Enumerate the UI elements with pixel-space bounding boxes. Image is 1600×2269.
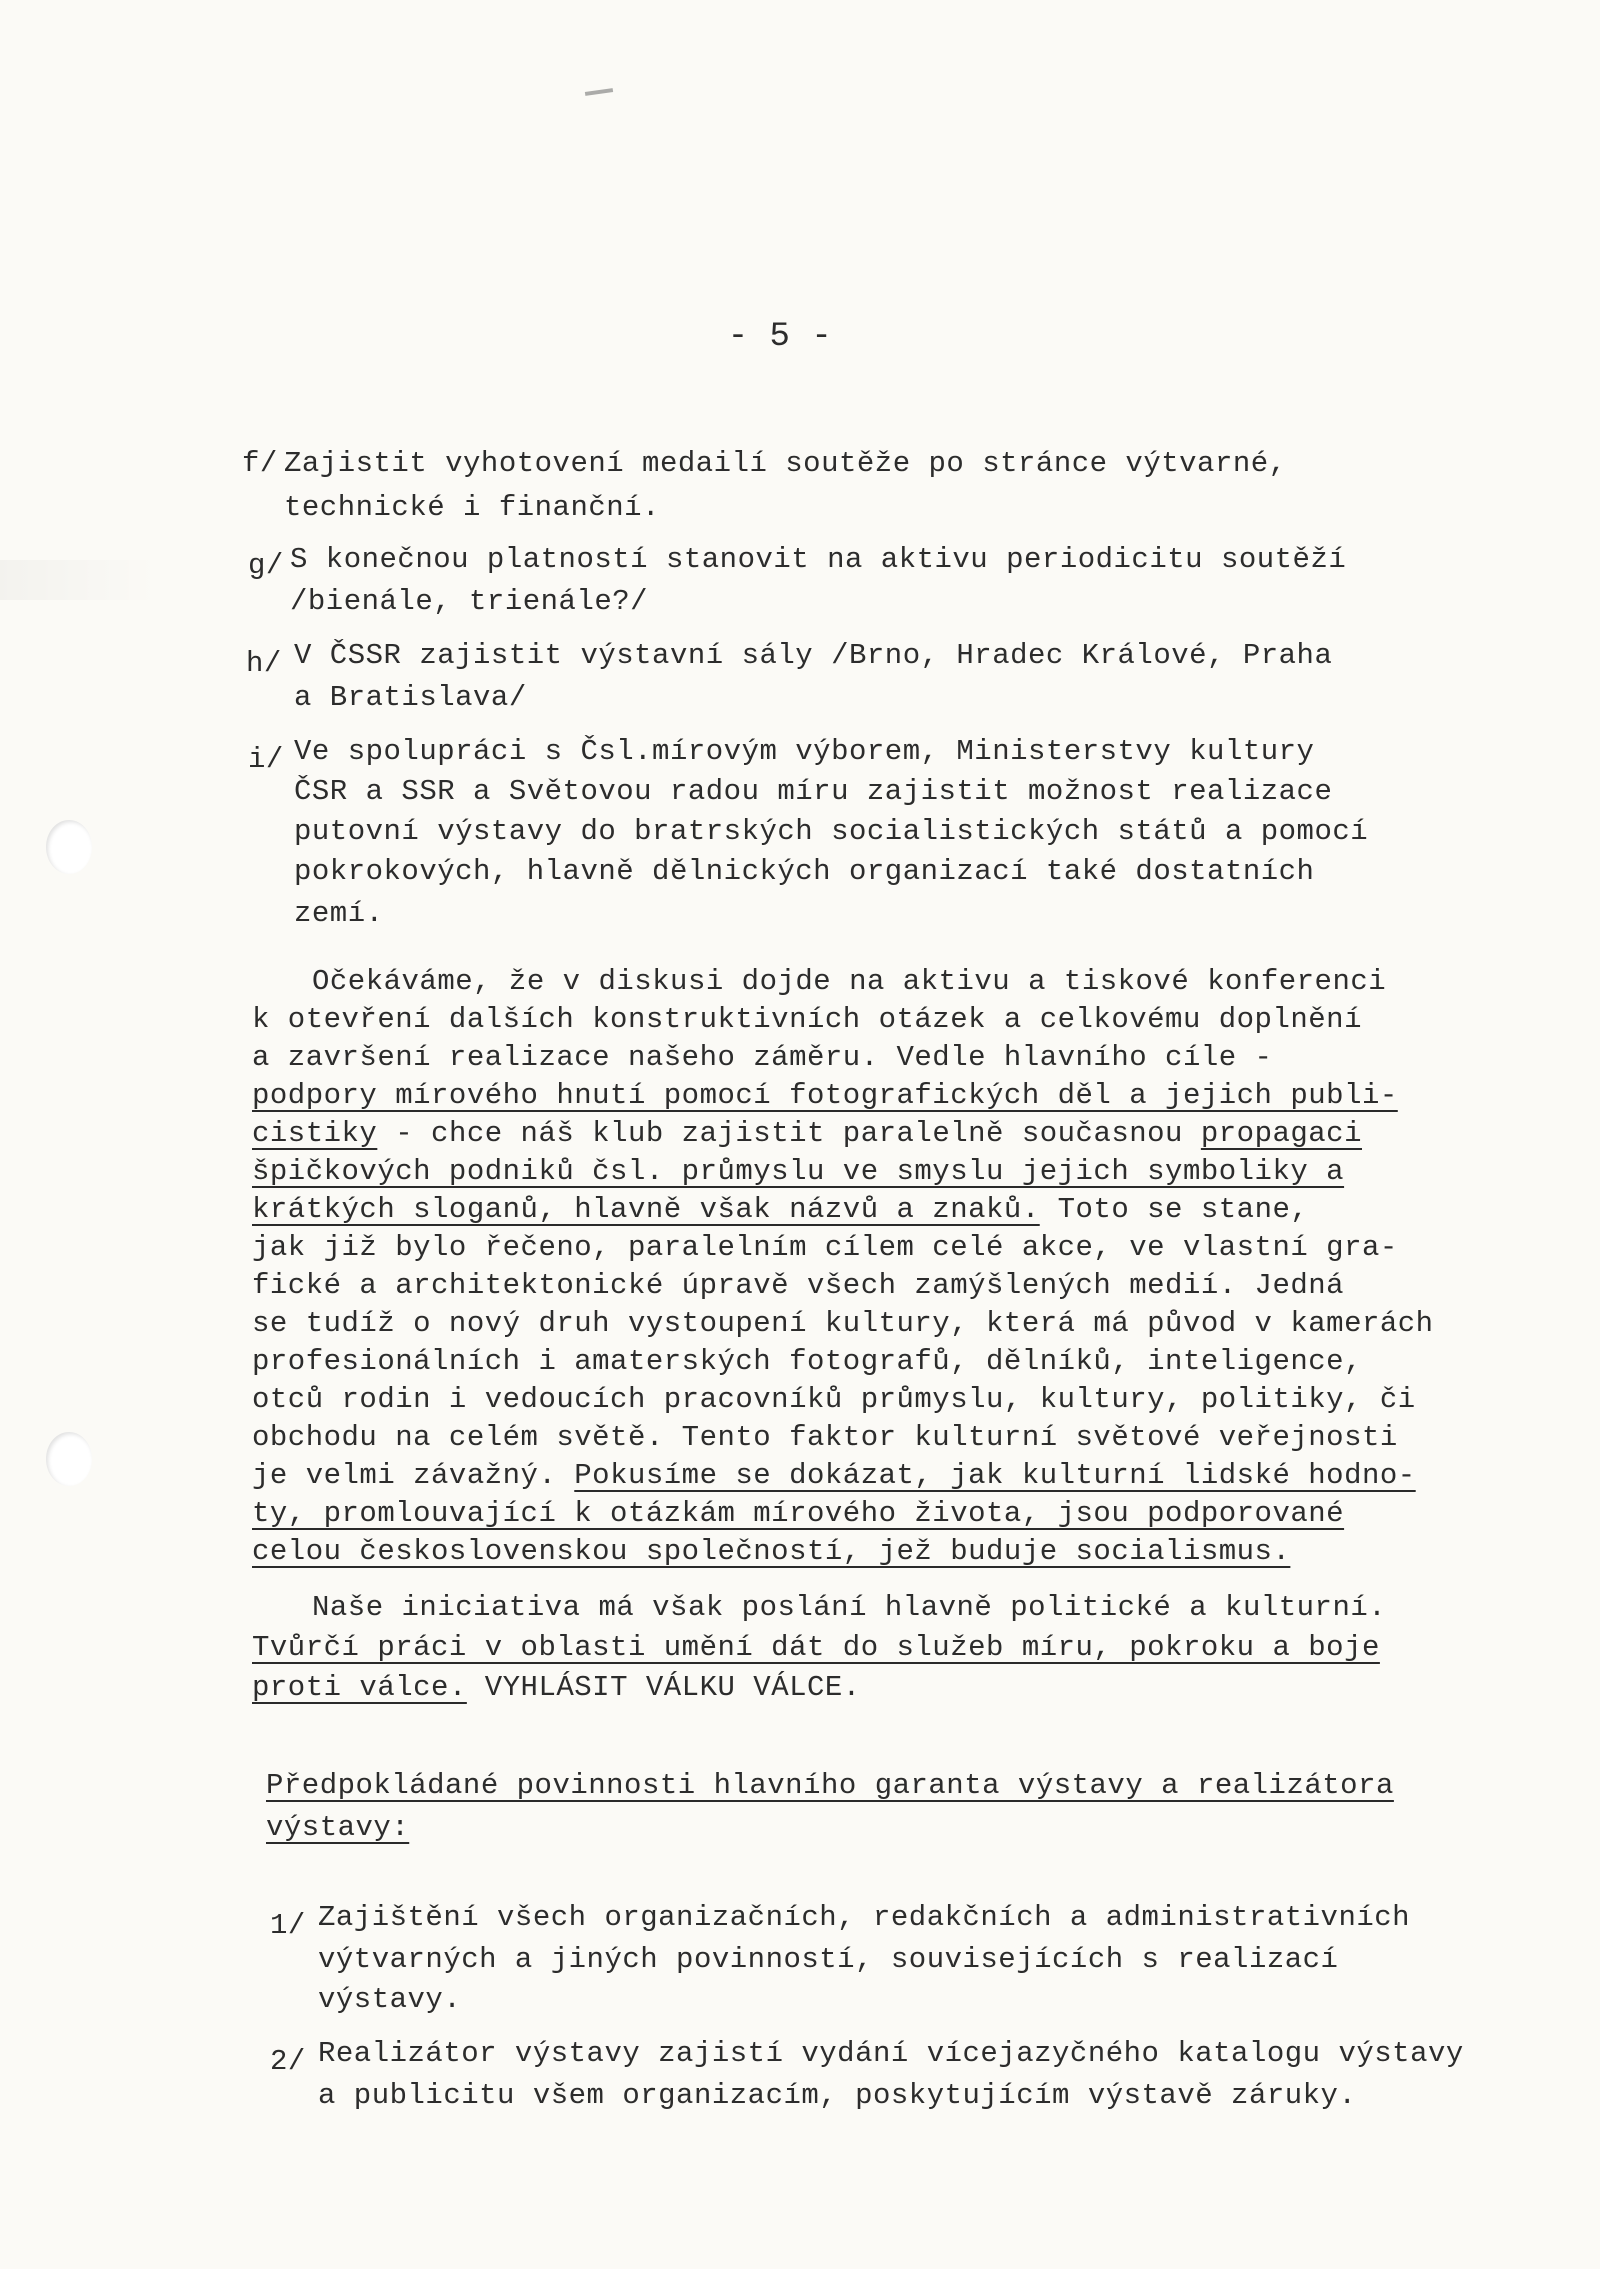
para1-line-15: ty, promlouvající k otázkám mírového života, jsou podporované	[252, 1497, 1345, 1530]
item-i-line-5: zemí.	[294, 897, 384, 930]
para1-line-5	[252, 1114, 1362, 1154]
duty-2-line-2: a publicitu všem organizacím, poskytujícím výstavě záruky.	[318, 2079, 1357, 2112]
punch-hole-top	[46, 820, 92, 874]
para1-line-1: Očekáváme, že v diskusi dojde na aktivu a tiskové konferenci	[312, 965, 1387, 998]
item-i-line-1: Ve spolupráci s Čsl.mírovým výborem, Ministerstvy kultury	[294, 735, 1315, 768]
item-marker-i: i/	[248, 743, 284, 776]
scan-smudge	[0, 560, 160, 600]
para1-line-7	[252, 1190, 1308, 1230]
pen-mark	[585, 88, 613, 96]
para1-line-5-plain: - chce náš klub zajistit paralelně současnou	[377, 1117, 1201, 1150]
item-f-line-1: Zajistit vyhotovení medailí soutěže po stránce výtvarné,	[284, 447, 1287, 480]
para1-line-14-underlined: Pokusíme se dokázat, jak kulturní lidské hodno-	[574, 1459, 1416, 1492]
duty-1-line-1: Zajištění všech organizačních, redakčních a administrativních	[318, 1901, 1411, 1934]
para1-line-2: k otevření dalších konstruktivních otázek a celkovému doplnění	[252, 1003, 1362, 1036]
para1-line-7-underlined: krátkých sloganů, hlavně však názvů a znaků.	[252, 1193, 1040, 1226]
section-heading-line-2: výstavy:	[266, 1811, 410, 1844]
item-g-line-1: S konečnou platností stanovit na aktivu periodicitu soutěží	[290, 543, 1347, 576]
duty-1-line-3: výstavy.	[318, 1983, 462, 2016]
para1-line-5-underlined-b: propagaci	[1200, 1117, 1362, 1150]
para1-line-14-plain: je velmi závažný.	[252, 1459, 575, 1492]
item-marker-g: g/	[248, 549, 284, 582]
item-marker-f: f/	[242, 447, 278, 480]
duty-marker-1: 1/	[270, 1909, 306, 1942]
para1-line-9: fické a architektonické úpravě všech zamýšlených medií. Jedná	[252, 1269, 1345, 1302]
para1-line-8: jak již bylo řečeno, paralelním cílem celé akce, ve vlastní gra-	[252, 1231, 1398, 1264]
section-heading-line-1: Předpokládané povinnosti hlavního garanta výstavy a realizátora	[266, 1769, 1394, 1802]
para2-line-1: Naše iniciativa má však poslání hlavně politické a kulturní.	[312, 1591, 1387, 1624]
para1-line-6: špičkových podniků čsl. průmyslu ve smyslu jejich symboliky a	[252, 1155, 1345, 1188]
para2-line-2: Tvůrčí práci v oblasti umění dát do služeb míru, pokroku a boje	[252, 1631, 1380, 1664]
para1-line-5-underlined-a: cistiky	[252, 1117, 378, 1150]
para1-line-4: podpory mírového hnutí pomocí fotografických děl a jejich publi-	[252, 1079, 1398, 1112]
para1-line-16: celou československou společností, jež buduje socialismus.	[252, 1535, 1291, 1568]
punch-hole-bottom	[46, 1432, 92, 1486]
duty-marker-2: 2/	[270, 2045, 306, 2078]
para2-line-3-plain: VYHLÁSIT VÁLKU VÁLCE.	[466, 1671, 861, 1704]
para1-line-10: se tudíž o nový druh vystoupení kultury, která má původ v kamerách	[252, 1307, 1434, 1340]
item-h-line-2: a Bratislava/	[294, 681, 527, 714]
item-g-line-2: /bienále, trienále?/	[290, 585, 649, 618]
duty-1-line-2: výtvarných a jiných povinností, souvisejících s realizací	[318, 1943, 1339, 1976]
item-i-line-2: ČSR a SSR a Světovou radou míru zajistit možnost realizace	[294, 775, 1333, 808]
page-number: - 5 -	[727, 318, 833, 356]
para1-line-11: profesionálních i amaterských fotografů, dělníků, inteligence,	[252, 1345, 1362, 1378]
duty-2-line-1: Realizátor výstavy zajistí vydání vícejazyčného katalogu výstavy	[318, 2037, 1464, 2070]
para1-line-3: a završení realizace našeho záměru. Vedle hlavního cíle -	[252, 1041, 1273, 1074]
para1-line-7-plain: Toto se stane,	[1039, 1193, 1309, 1226]
para1-line-14	[252, 1456, 1416, 1496]
item-i-line-3: putovní výstavy do bratrských socialistických států a pomocí	[294, 815, 1369, 848]
para2-line-3	[252, 1668, 861, 1708]
item-marker-h: h/	[246, 647, 282, 680]
item-i-line-4: pokrokových, hlavně dělnických organizací také dostatních	[294, 855, 1315, 888]
para1-line-13: obchodu na celém světě. Tento faktor kulturní světové veřejnosti	[252, 1421, 1398, 1454]
item-f-line-2: technické i finanční.	[284, 491, 660, 524]
para1-line-12: otců rodin i vedoucích pracovníků průmyslu, kultury, politiky, či	[252, 1383, 1416, 1416]
item-h-line-1: V ČSSR zajistit výstavní sály /Brno, Hradec Králové, Praha	[294, 639, 1333, 672]
para2-line-3-underlined: proti válce.	[252, 1671, 467, 1704]
